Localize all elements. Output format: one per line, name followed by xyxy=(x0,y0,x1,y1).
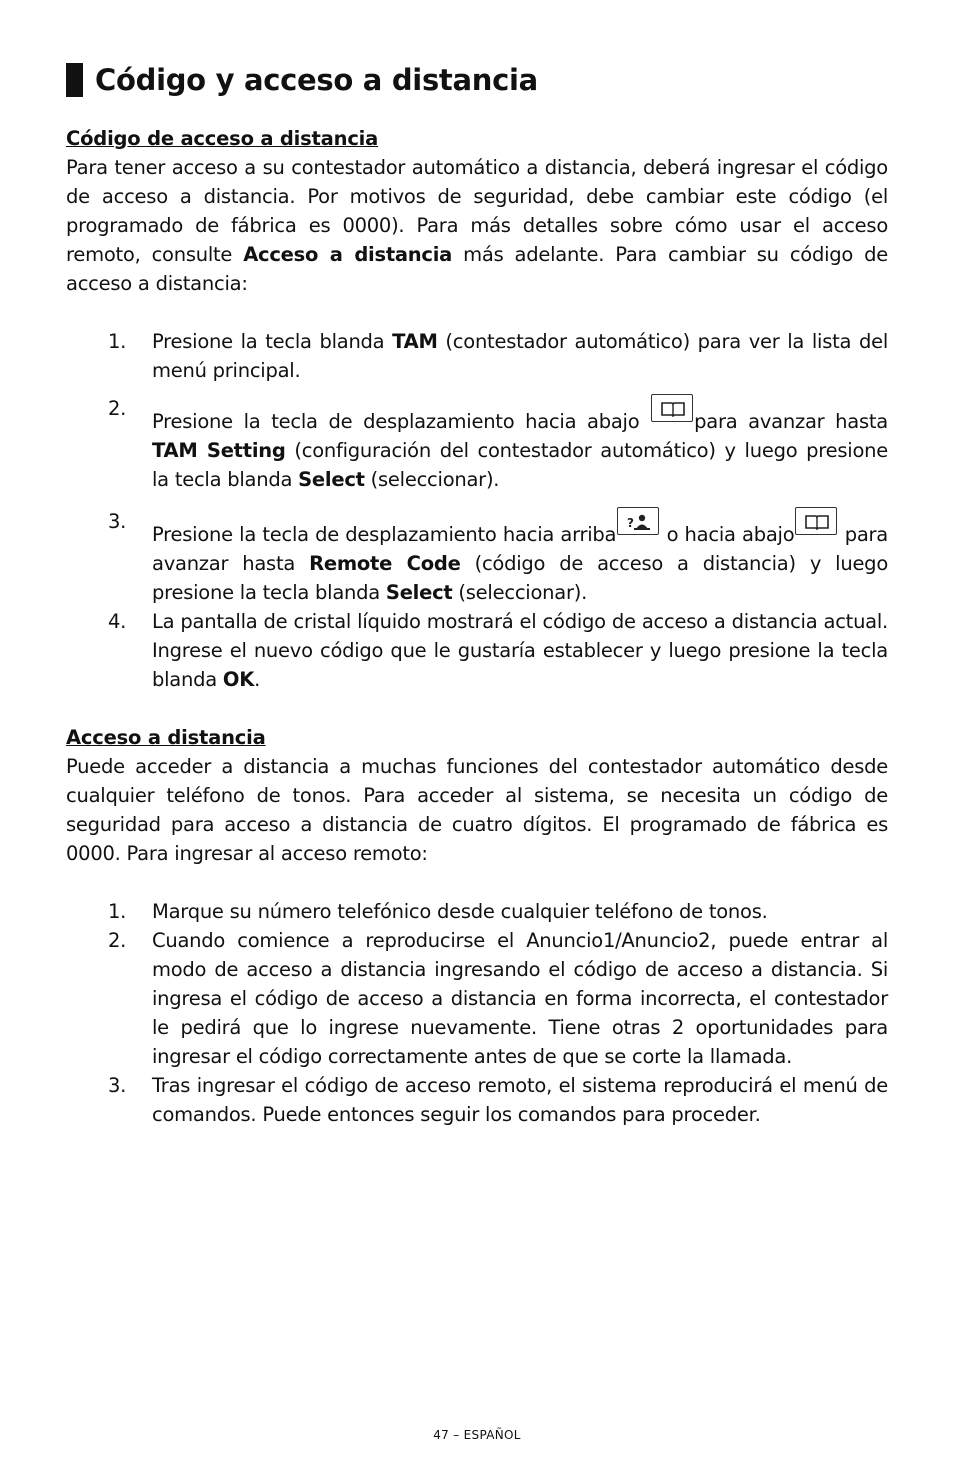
caller-id-up-key-icon xyxy=(617,507,659,535)
section-remote-access xyxy=(66,723,888,1129)
step-number: 1. xyxy=(108,900,127,923)
step-text: Presione la tecla blanda xyxy=(152,330,393,353)
step-text: (código de acceso a distancia) y luego presione la tecla blanda xyxy=(152,552,888,604)
section-remote-code xyxy=(66,124,888,694)
section-intro-remote-code xyxy=(66,153,888,298)
intro-text: Para tener acceso a su contestador automático a distancia, deberá ingresar el código de acceso a distancia. Por motivos de seguridad, debe cambiar este código (el programado de fábrica es 0000). Para más detalles sobre cómo usar el acceso remoto, consulte xyxy=(66,156,888,266)
step-text: (seleccionar). xyxy=(452,581,588,604)
section-heading-remote-access: Acceso a distancia xyxy=(66,726,266,749)
page-title: Código y acceso a distancia xyxy=(95,63,538,97)
intro-text-end: más adelante. Para cambiar su código de acceso a distancia: xyxy=(66,243,888,295)
intro-bold-reference: Acceso a distancia xyxy=(243,243,453,266)
page-footer: 47 – ESPAÑOL xyxy=(433,1428,521,1442)
list-item xyxy=(66,926,888,1071)
step-text: Marque su número telefónico desde cualquier teléfono de tonos. xyxy=(152,900,768,923)
step-text: . xyxy=(254,668,261,691)
step-text: o hacia abajo xyxy=(660,523,795,546)
step-bold-key: Remote Code xyxy=(309,552,461,575)
list-item xyxy=(66,897,888,926)
step-text: para avanzar hasta xyxy=(694,410,888,433)
list-item xyxy=(66,1071,888,1129)
step-number: 4. xyxy=(108,610,127,633)
step-text: para avanzar hasta xyxy=(152,523,888,575)
step-text: (contestador automático) para ver la lista del menú principal. xyxy=(152,330,888,382)
step-text: La pantalla de cristal líquido mostrará el código de acceso a distancia actual. Ingrese el nuevo código que le gustaría establecer y luego presione la tecla blanda xyxy=(152,610,888,691)
step-number: 3. xyxy=(108,510,127,533)
step-bold-key: Select xyxy=(298,468,365,491)
section-intro-remote-access: Puede acceder a distancia a muchas funciones del contestador automático desde cualquier teléfono de tonos. Para acceder al sistema, se necesita un código de seguridad para acceso a distancia de cuatro dígitos. El programado de fábrica es 0000. Para ingresar al acceso remoto: xyxy=(66,755,888,865)
steps-list-remote-code xyxy=(66,327,888,694)
step-bold-key: Select xyxy=(385,581,453,604)
section-heading-remote-code: Código de acceso a distancia xyxy=(66,127,379,150)
step-bold-key: TAM Setting xyxy=(152,439,286,462)
step-bold-key: TAM xyxy=(392,330,438,353)
step-number: 1. xyxy=(108,330,127,353)
step-text: Presione la tecla de desplazamiento hacia arriba xyxy=(152,523,617,546)
document-page xyxy=(66,60,888,1129)
step-text: Cuando comience a reproducirse el Anuncio1/Anuncio2, puede entrar al modo de acceso a distancia ingresando el código de acceso a distancia. Si ingresa el código de acceso a distancia en forma incorrecta, el contestador le pedirá que lo ingrese nuevamente. Tiene otras 2 oportunidades para ingresar el código correctamente antes de que se corte la llamada. xyxy=(152,929,888,1068)
step-text: (configuración del contestador automático) y luego presione la tecla blanda xyxy=(152,439,888,491)
phonebook-down-key-icon xyxy=(795,507,837,535)
step-number: 2. xyxy=(108,929,127,952)
step-text: Tras ingresar el código de acceso remoto, el sistema reproducirá el menú de comandos. Puede entonces seguir los comandos para proceder. xyxy=(152,1074,888,1126)
step-number: 2. xyxy=(108,397,127,420)
section-spacer xyxy=(66,694,888,723)
list-item xyxy=(66,394,888,494)
title-marker-bar xyxy=(66,63,83,97)
step-text: (seleccionar). xyxy=(364,468,500,491)
list-item xyxy=(66,327,888,385)
phonebook-down-key-icon xyxy=(651,394,693,422)
svg-text:?: ? xyxy=(627,516,634,530)
list-item xyxy=(66,607,888,694)
step-number: 3. xyxy=(108,1074,127,1097)
step-text: Presione la tecla de desplazamiento hacia abajo xyxy=(152,410,651,433)
list-item xyxy=(66,507,888,607)
step-bold-key: OK xyxy=(222,668,255,691)
title-row xyxy=(66,60,888,100)
steps-list-remote-access xyxy=(66,897,888,1129)
